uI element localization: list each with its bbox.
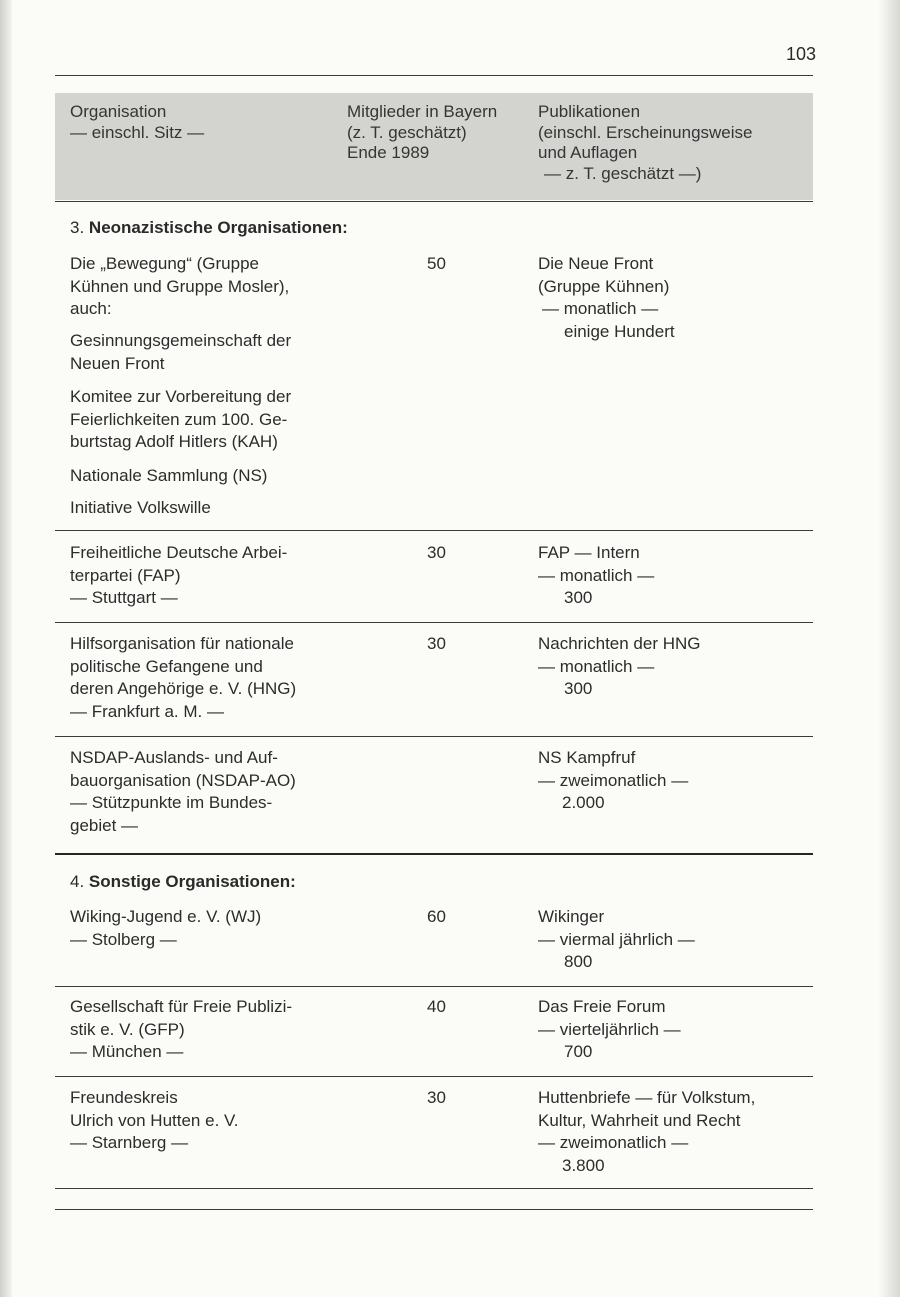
table-row-org: Wiking-Jugend e. V. (WJ) — Stolberg —: [70, 907, 262, 949]
section-heading: 3. Neonazistische Organisationen:: [70, 218, 348, 237]
header-publications: Publikationen (einschl. Erscheinungsweise und Auflagen — z. T. geschätzt —): [538, 102, 753, 183]
table-row-org: Hilfsorganisation für nationale politische Gefangene und deren Angehörige e. V. (HNG) — Frankfurt a. M. —: [70, 634, 297, 721]
publication: Das Freie Forum — vierteljährlich — 700: [538, 997, 681, 1061]
members-count: 40: [427, 997, 446, 1016]
section-heading: 4. Sonstige Organisationen:: [70, 872, 296, 891]
publication: Die Neue Front (Gruppe Kühnen) — monatlich — einige Hundert: [538, 254, 675, 341]
members-count: 60: [427, 907, 446, 926]
table-row-org: Gesellschaft für Freie Publizi- stik e. V. (GFP) — München —: [70, 997, 293, 1061]
table-row-org: Freundeskreis Ulrich von Hutten e. V. — Starnberg —: [70, 1088, 239, 1152]
page-edge-shadow: [0, 0, 12, 1297]
publication: Wikinger — viermal jährlich — 800: [538, 907, 695, 971]
bottom-rule: [55, 1188, 813, 1189]
table-row-org: NSDAP-Auslands- und Auf- bauorganisation (NSDAP-AO) — Stützpunkte im Bundes- gebiet —: [70, 748, 296, 835]
header-rule: [55, 201, 813, 202]
publication: Huttenbriefe — für Volkstum, Kultur, Wahrheit und Recht — zweimonatlich — 3.800: [538, 1088, 756, 1175]
section-divider: [55, 853, 813, 855]
publication: Nachrichten der HNG — monatlich — 300: [538, 634, 701, 698]
org-alias: Initiative Volkswille: [70, 498, 211, 517]
publication: FAP — Intern — monatlich — 300: [538, 543, 655, 607]
members-count: 30: [427, 1088, 446, 1107]
bottom-rule: [55, 1209, 813, 1210]
members-count: 30: [427, 543, 446, 562]
org-alias: Nationale Sammlung (NS): [70, 466, 268, 485]
page-edge-shadow: [878, 0, 900, 1297]
publication: NS Kampfruf — zweimonatlich — 2.000: [538, 748, 689, 812]
row-divider: [55, 1076, 813, 1077]
table-row-org: Die „Bewegung“ (Gruppe Kühnen und Gruppe Mosler), auch:: [70, 254, 290, 318]
row-divider: [55, 622, 813, 623]
header-members: Mitglieder in Bayern (z. T. geschätzt) Ende 1989: [347, 102, 498, 162]
members-count: 30: [427, 634, 446, 653]
row-divider: [55, 736, 813, 737]
table-row-org: Freiheitliche Deutsche Arbei- terpartei (FAP) — Stuttgart —: [70, 543, 288, 607]
members-count: 50: [427, 254, 446, 273]
header-organisation: Organisation — einschl. Sitz —: [70, 102, 205, 142]
org-alias: Komitee zur Vorbereitung der Feierlichkeiten zum 100. Ge- burtstag Adolf Hitlers (KAH): [70, 387, 292, 451]
org-alias: Gesinnungsgemeinschaft der Neuen Front: [70, 331, 292, 373]
row-divider: [55, 986, 813, 987]
page-number: 103: [785, 44, 816, 64]
top-rule: [55, 75, 813, 76]
table-header: [55, 93, 813, 200]
row-divider: [55, 530, 813, 531]
